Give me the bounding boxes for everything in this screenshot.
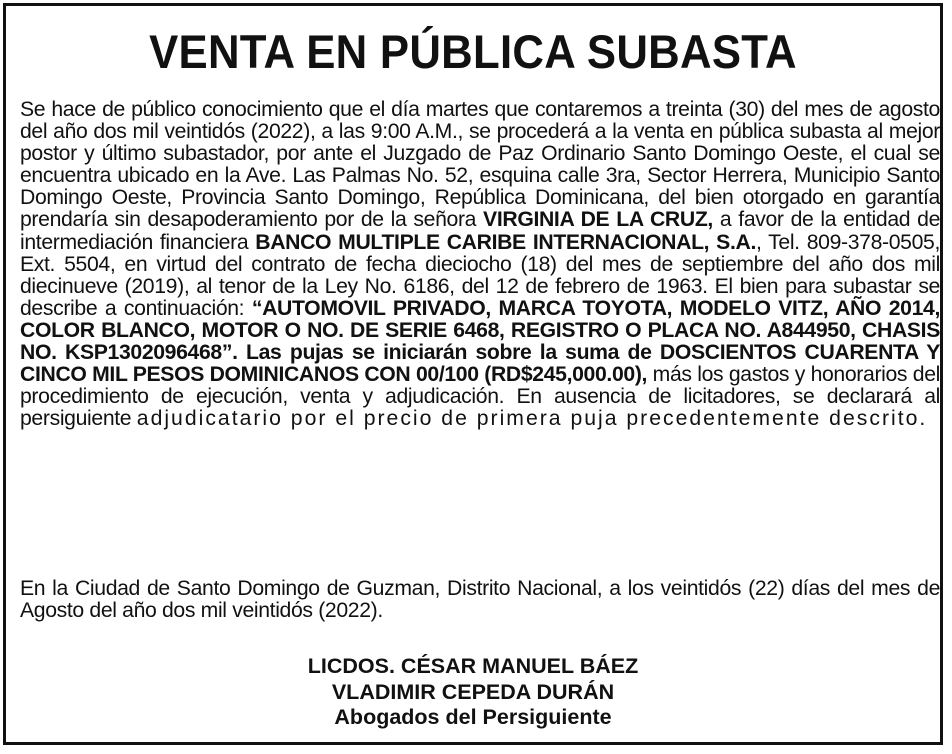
signature-line-lawyer-1: LICDOS. CÉSAR MANUEL BÁEZ <box>307 654 639 678</box>
notice-title: VENTA EN PÚBLICA SUBASTA <box>149 25 797 78</box>
signature-line-lawyer-2: VLADIMIR CEPEDA DURÁN <box>331 679 615 704</box>
body-text-last-line: adjudicatario por el precio de primera puja precedentemente descrito. <box>136 407 928 431</box>
body-text-segment: , Tel. 809-378-0505, Ext. 5504, en virtud del contrato de fecha dieciocho (18) del mes de septiembre del año dos mil diecinueve (2019), al tenor de la Ley No. 6186, del 12 de febrero de 1963. El bien para subastar se describe a continuación: <box>20 230 940 320</box>
signature-block <box>6 654 940 731</box>
legal-notice-frame <box>3 3 943 745</box>
bank-name: BANCO MULTIPLE CARIBE INTERNACIONAL, S.A. <box>255 230 756 254</box>
notice-date-paragraph: En la Ciudad de Santo Domingo de Guzman, Distrito Nacional, a los veintidós (22) días del mes de Agosto del año dos mil veintidós (2022). <box>20 577 940 623</box>
body-text-segment: Se hace de público conocimiento que el día martes que contaremos a treinta (30) del mes de agosto del año dos mil veintidós (2022), a las 9:00 A.M., se procederá a la venta en pública subasta al mejor postor y último subastador, por ante el Juzgado de Paz Ordinario Santo Domingo Oeste, el cual se encuentra ubicado en la Ave. Las Palmas No. 52, esquina calle 3ra, Sector Herrera, Municipio Santo Domingo Oeste, Provincia Santo Domingo, República Dominicana, del bien otorgado en garantía prendaría sin desapoderamiento por de la señora <box>20 98 940 232</box>
body-text-segment: a favor de la entidad de intermediación financiera <box>20 208 941 254</box>
body-text-segment: más los gastos y honorarios del procedimiento de ejecución, venta y adjudicación. En ausencia de licitadores, se declarará al persiguiente <box>20 363 940 431</box>
notice-body-paragraph <box>20 99 940 430</box>
debtor-name: VIRGINIA DE LA CRUZ, <box>483 208 713 232</box>
vehicle-description: “AUTOMOVIL PRIVADO, MARCA TOYOTA, MODELO VITZ, AÑO 2014, COLOR BLANCO, MOTOR O NO. DE SERIE 6468, REGISTRO O PLACA NO. A844950, CHASIS NO. KSP1302096468”. Las pujas se iniciarán sobre la suma de DOSCIENTOS CUARENTA Y CINCO MIL PESOS DOMINICANOS CON 00/100 (RD$245,000.00), <box>20 296 941 387</box>
signature-line-role: Abogados del Persiguiente <box>334 705 612 729</box>
